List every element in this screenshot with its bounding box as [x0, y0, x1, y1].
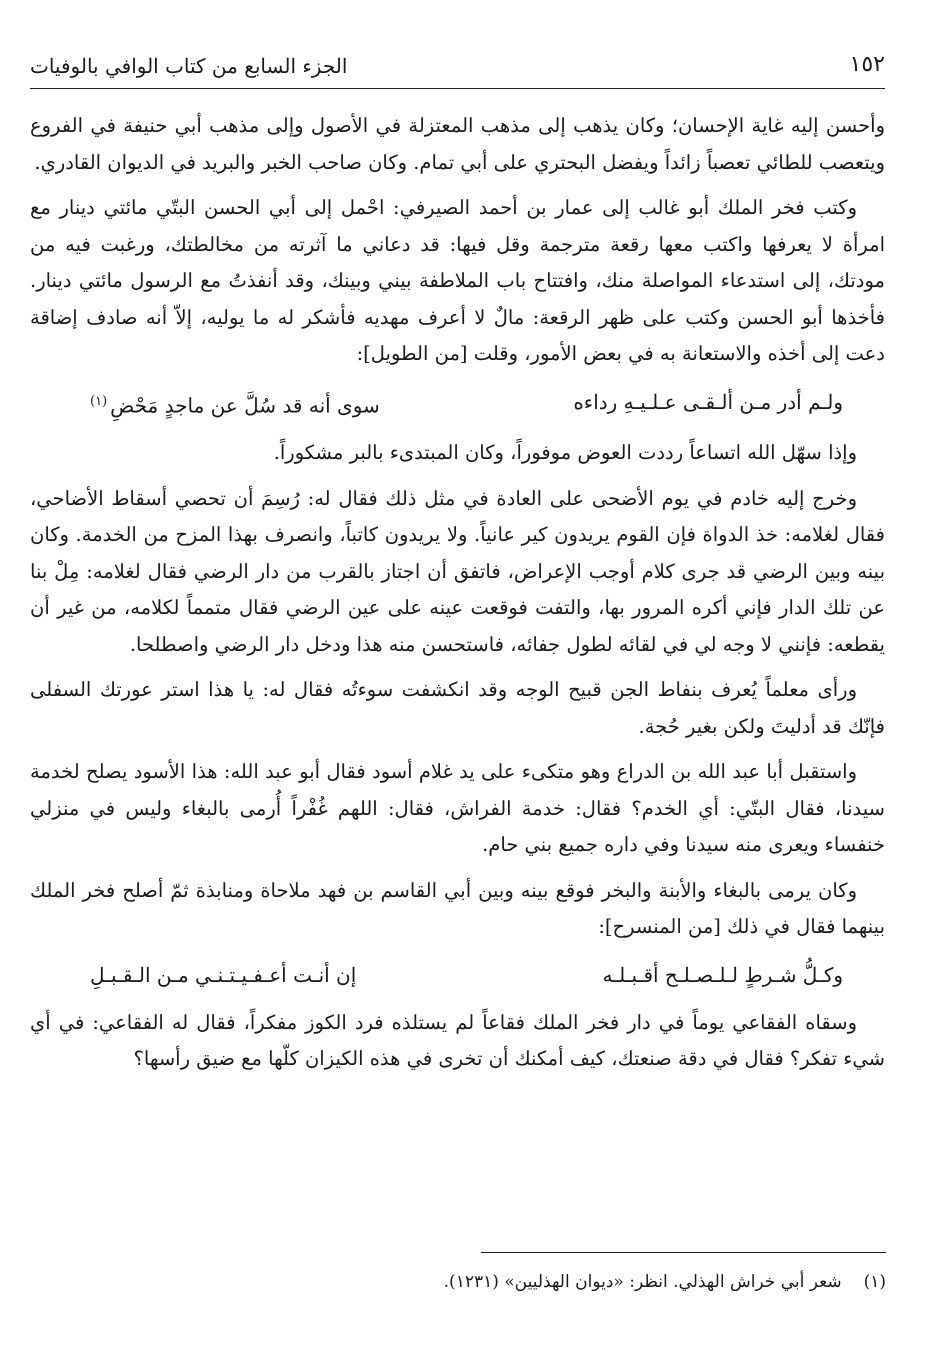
footnote-item: [86, 1268, 886, 1296]
verse-line: [30, 382, 885, 426]
paragraph: وأحسن إليه غاية الإحسان؛ وكان يذهب إلى مذهب المعتزلة في الأصول وإلى مذهب أبي حنيفة في الفروع ويتعصب للطائي تعصباً زائداً ويفضل البحتري على أبي تمام. وكان صاحب الخبر والبريد في الديوان القادري.: [30, 114, 885, 174]
verse-second-hemistich: [90, 382, 380, 426]
verse-second-hemistich: إن أنـت أعـفـيـتـنـي مـن الـقـبـلِ: [90, 962, 357, 987]
paragraph: وخرج إليه خادم في يوم الأضحى على العادة في مثل ذلك فقال له: رُسِمَ أن تحصي أسقاط الأضاحي، فقال لغلامه: خذ الدواة فإن القوم يريدون كير عانياً. ولا يريدون كاتباً، وانصرف بهذا المزح من الخدمة. وكان بينه وبين الرضي قد جرى كلام أوجب الإعراض، فاتفق أن اجتاز بالقرب من دار الرضي فقال لغلامه: مِلْ بنا عن تلك الدار فإني أكره المرور بها، والتفت فوقعت عينه على عين الرضي فقال متمماً لكلامه، من غير أن يقطعه: فإنني لا وجه لي في لقائه لطول جفائه، فاستحسن منه هذا ودخل دار الرضي واصطلحا.: [30, 486, 885, 656]
paragraph: وكتب فخر الملك أبو غالب إلى عمار بن أحمد الصيرفي: احْمل إلى أبي الحسن البتّي مائتي دينار مع امرأة لا يعرفها واكتب معها رقعة مترجمة وقل فيها: قد دعاني ما آثرته من مخالطتك، ورغبت فيه من مودتك، إلى استدعاء المواصلة منك، وافتتاح باب الملاطفة بيني وبينك، وقد أنفذتُ مع الرسول مائتي دينار. فأخذها أبو الحسن وكتب على ظهر الرقعة: مالٌ لا أعرف مهديه فأشكر له ما يوليه، إلاّ أنه صادف إضاقة دعت إلى أخذه والاستعانة به في بعض الأمور، وقلت [من الطويل]:: [30, 196, 886, 365]
verse-first-hemistich: وكـلُّ شـرطٍ لـلـصـلـح أقـبـلـه: [602, 962, 843, 987]
footnote-divider: [481, 1252, 886, 1253]
main-text: [30, 108, 885, 1087]
paragraph: ورأى معلماً يُعرف بنفاط الجن قبيح الوجه وقد انكشفت سوءتُه فقال له: يا هذا استر عورتك السفلى فإنّك قد أدليتَ ولكن بغير حُجة.: [30, 678, 885, 738]
paragraph: وسقاه الفقاعي يوماً في دار فخر الملك فقاعاً لم يستلذه فرد الكوز مفكراً، فقال له الفقاعي: في أي شيء تفكر؟ فقال في دقة صنعتك، كيف أمكنك أن تخرى في هذه الكيزان كلّها مع ضيق رأسها؟: [30, 1010, 885, 1071]
verse-second-text: سوى أنه قد سُلَّ عن ماجدٍ مَحْضِ: [110, 393, 380, 418]
footnotes: [86, 1268, 886, 1296]
page-number: ١٥٢: [849, 52, 885, 77]
footnote-marker: (١): [90, 393, 108, 409]
verse-first-hemistich: ولـم أدر مـن ألـقـى عـلـيـهِ رداءه: [573, 389, 843, 414]
paragraph: وإذا سهّل الله اتساعاً رددت العوض موفوراً، وكان المبتدىء بالبر مشكوراً.: [273, 441, 857, 465]
paragraph: وكان يرمى بالبغاء والأبنة والبخر فوقع بينه وبين أبي القاسم بن فهد ملاحاة ومنابذة ثمّ أصلح فخر الملك بينهما فقال في ذلك [من المنسرح]:: [30, 878, 885, 939]
footnote-number: (١): [863, 1272, 886, 1292]
footnote-text: شعر أبي خراش الهذلي. انظر: «ديوان الهذليين» (١٢٣١).: [443, 1272, 842, 1292]
page-header: [30, 44, 885, 89]
verse-line: [30, 955, 885, 995]
paragraph: واستقبل أبا عبد الله بن الدراع وهو متكىء على يد غلام أسود فقال أبو عبد الله: هذا الأسود يصلح لخدمة سيدنا، فقال البتّي: أي الخدم؟ فقال: خدمة الفراش، فقال: اللهم غُفْراً أُرمى بالبغاء وليس في منزلي خنفساء ويعرى منه سيدنا وفي داره جميع بني حام.: [30, 760, 885, 857]
running-title: الجزء السابع من كتاب الوافي بالوفيات: [30, 54, 348, 78]
